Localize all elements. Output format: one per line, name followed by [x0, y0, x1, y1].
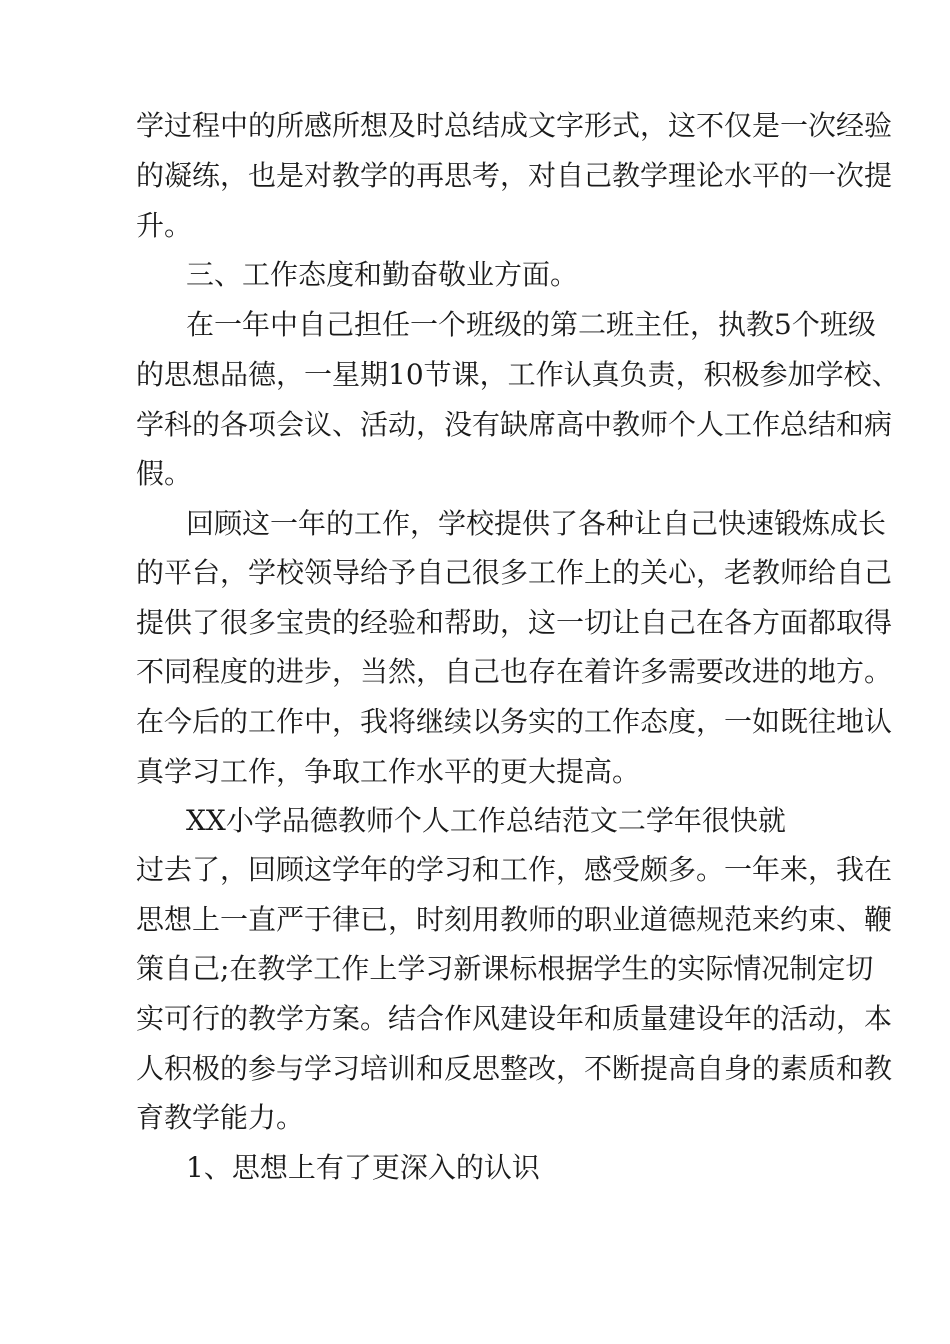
body-text-line: 在一年中自己担任一个班级的第二班主任，执教5个班级 — [186, 308, 876, 341]
body-text-line: 学科的各项会议、活动，没有缺席高中教师个人工作总结和病 — [136, 408, 893, 441]
body-text-line: 提供了很多宝贵的经验和帮助，这一切让自己在各方面都取得 — [136, 606, 893, 639]
body-text-line: 思想上一直严于律已，时刻用教师的职业道德规范来约束、鞭 — [136, 903, 893, 936]
body-text-line: 升。 — [136, 209, 193, 242]
body-text-line: 的平台，学校领导给予自己很多工作上的关心，老教师给自己 — [136, 556, 893, 589]
body-text-line: 回顾这一年的工作，学校提供了各种让自己快速锻炼成长 — [186, 507, 887, 540]
body-text-line: 过去了，回顾这学年的学习和工作，感受颇多。一年来，我在 — [136, 853, 893, 886]
subsection-heading: 1、思想上有了更深入的认识 — [186, 1151, 540, 1184]
body-text-line: 在今后的工作中，我将继续以务实的工作态度，一如既往地认 — [136, 705, 893, 738]
body-text-line: 假。 — [136, 457, 193, 490]
body-text-line: 策自己;在教学工作上学习新课标根据学生的实际情况制定切 — [136, 952, 874, 985]
section-title: XX小学品德教师个人工作总结范文二学年很快就 — [186, 804, 786, 837]
body-text-line: 实可行的教学方案。结合作风建设年和质量建设年的活动，本 — [136, 1002, 893, 1035]
body-text-line: 育教学能力。 — [136, 1101, 305, 1134]
section-heading: 三、工作态度和勤奋敬业方面。 — [186, 258, 579, 291]
body-text-line: 不同程度的进步，当然，自己也存在着许多需要改进的地方。 — [136, 655, 893, 688]
body-text-line: 的思想品德，一星期10节课，工作认真负责，积极参加学校、 — [136, 358, 900, 391]
body-text-line: 学过程中的所感所想及时总结成文字形式，这不仅是一次经验 — [136, 109, 893, 142]
body-text-line: 的凝练，也是对教学的再思考，对自己教学理论水平的一次提 — [136, 159, 893, 192]
body-text-line: 真学习工作，争取工作水平的更大提高。 — [136, 755, 641, 788]
body-text-line: 人积极的参与学习培训和反思整改，不断提高自身的素质和教 — [136, 1052, 893, 1085]
